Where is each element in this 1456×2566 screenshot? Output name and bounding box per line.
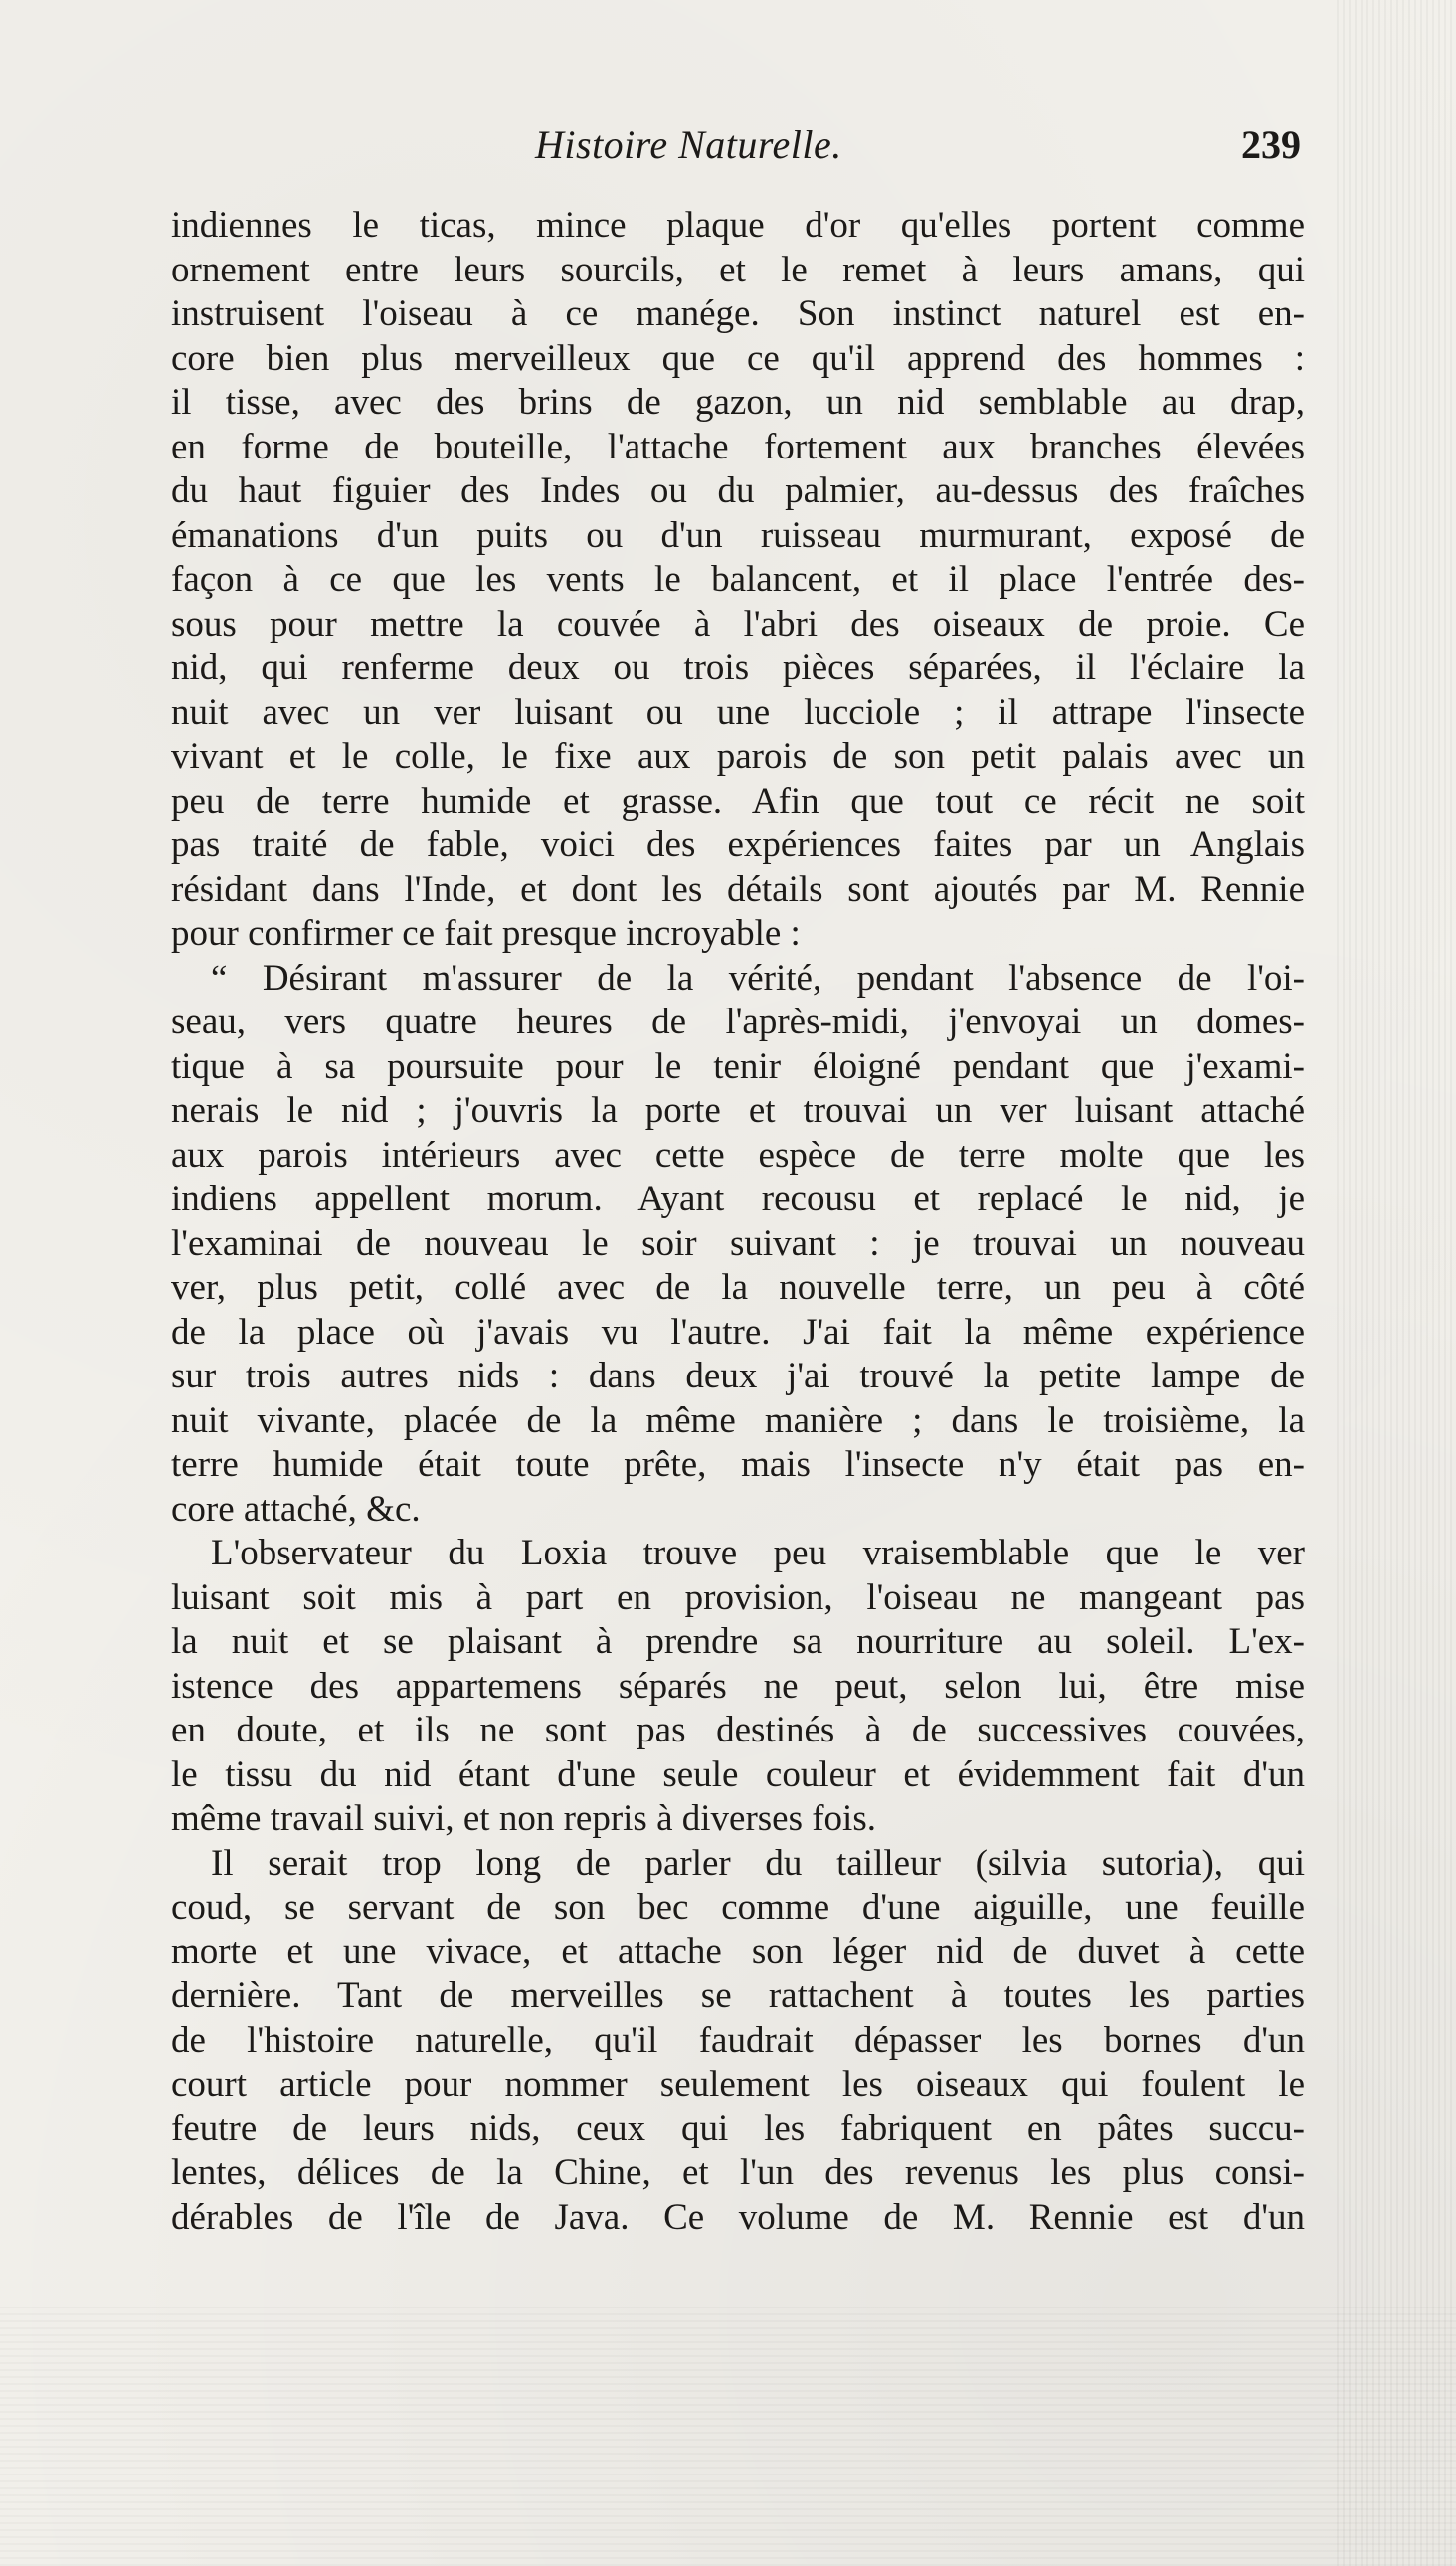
text-line: “ Désirant m'assurer de la vérité, pendant l'absence de l'oi- xyxy=(211,957,1305,999)
text-line: nuit vivante, placée de la même manière ; dans le troisième, la xyxy=(171,1399,1305,1441)
text-line: il tisse, avec des brins de gazon, un nid semblable au drap, xyxy=(171,382,1305,423)
text-line: core bien plus merveilleux que ce qu'il apprend des hommes : xyxy=(171,337,1305,379)
text-line: luisant soit mis à part en provision, l'oiseau ne mangeant pas xyxy=(171,1576,1305,1618)
text-line: Il serait trop long de parler du tailleur (silvia sutoria), qui xyxy=(211,1842,1305,1884)
text-line: coud, se servant de son bec comme d'une aiguille, une feuille xyxy=(171,1887,1305,1927)
text-line: aux parois intérieurs avec cette espèce de terre molte que les xyxy=(171,1134,1305,1176)
text-line: ver, plus petit, collé avec de la nouvelle terre, un peu à côté xyxy=(171,1267,1305,1308)
text-line: indiennes le ticas, mince plaque d'or qu'elles portent comme xyxy=(171,205,1305,246)
text-line: émanations d'un puits ou d'un ruisseau murmurant, exposé de xyxy=(171,514,1305,556)
text-line: peu de terre humide et grasse. Afin que tout ce récit ne soit xyxy=(171,780,1305,822)
text-line: du haut figuier des Indes ou du palmier, au-dessus des fraîches xyxy=(171,470,1305,511)
scan-noise-bottom xyxy=(0,2307,1456,2566)
text-line: morte et une vivace, et attache son léger nid de duvet à cette xyxy=(171,1930,1305,1972)
text-line: L'observateur du Loxia trouve peu vraisemblable que le ver xyxy=(211,1533,1305,1573)
text-line: tique à sa poursuite pour le tenir éloigné pendant que j'exami- xyxy=(171,1045,1305,1087)
running-title: Histoire Naturelle. xyxy=(535,122,842,167)
text-line: dernière. Tant de merveilles se rattachent à toutes les parties xyxy=(171,1975,1305,2016)
text-line: sur trois autres nids : dans deux j'ai trouvé la petite lampe de xyxy=(171,1356,1305,1396)
text-line: ornement entre leurs sourcils, et le remet à leurs amans, qui xyxy=(171,249,1305,290)
text-line: lentes, délices de la Chine, et l'un des revenus les plus consi- xyxy=(171,2152,1305,2193)
text-line: le tissu du nid étant d'une seule couleur et évidemment fait d'un xyxy=(171,1753,1305,1795)
text-line: en doute, et ils ne sont pas destinés à de successives couvées, xyxy=(171,1710,1305,1750)
text-line: pas traité de fable, voici des expériences faites par un Anglais xyxy=(171,825,1305,865)
text-line: core attaché, &c. xyxy=(171,1488,421,1530)
text-line: sous pour mettre la couvée à l'abri des oiseaux de proie. Ce xyxy=(171,603,1305,644)
text-line: court article pour nommer seulement les oiseaux qui foulent le xyxy=(171,2064,1305,2105)
text-line: l'examinai de nouveau le soir suivant : je trouvai un nouveau xyxy=(171,1222,1305,1264)
scan-noise-right xyxy=(1337,0,1456,2566)
text-line: nid, qui renferme deux ou trois pièces séparées, il l'éclaire la xyxy=(171,647,1305,688)
text-line: instruisent l'oiseau à ce manége. Son instinct naturel est en- xyxy=(171,293,1305,334)
page-header xyxy=(177,121,1301,181)
text-line: vivant et le colle, le fixe aux parois de son petit palais avec un xyxy=(171,736,1305,777)
body-text xyxy=(171,204,1305,2240)
text-line: dérables de l'île de Java. Ce volume de M. Rennie est d'un xyxy=(171,2196,1305,2238)
text-line: même travail suivi, et non repris à diverses fois. xyxy=(171,1798,876,1839)
text-line: de l'histoire naturelle, qu'il faudrait dépasser les bornes d'un xyxy=(171,2019,1305,2061)
text-line: en forme de bouteille, l'attache fortement aux branches élevées xyxy=(171,426,1305,467)
text-line: résidant dans l'Inde, et dont les détails sont ajoutés par M. Rennie xyxy=(171,868,1305,910)
text-line: terre humide était toute prête, mais l'insecte n'y était pas en- xyxy=(171,1444,1305,1485)
text-line: de la place où j'avais vu l'autre. J'ai fait la même expérience xyxy=(171,1311,1305,1353)
text-line: la nuit et se plaisant à prendre sa nourriture au soleil. L'ex- xyxy=(171,1621,1305,1662)
text-line: seau, vers quatre heures de l'après-midi, j'envoyai un domes- xyxy=(171,1002,1305,1042)
page-number: 239 xyxy=(1241,122,1301,167)
text-line: nuit avec un ver luisant ou une lucciole ; il attrape l'insecte xyxy=(171,691,1305,733)
text-line: façon à ce que les vents le balancent, et il place l'entrée des- xyxy=(171,559,1305,600)
text-line: nerais le nid ; j'ouvris la porte et trouvai un ver luisant attaché xyxy=(171,1090,1305,1131)
text-line: istence des appartemens séparés ne peut, selon lui, être mise xyxy=(171,1665,1305,1707)
text-line: pour confirmer ce fait presque incroyable : xyxy=(171,913,801,954)
text-line: indiens appellent morum. Ayant recousu et replacé le nid, je xyxy=(171,1179,1305,1219)
text-line: feutre de leurs nids, ceux qui les fabriquent en pâtes succu- xyxy=(171,2108,1305,2149)
